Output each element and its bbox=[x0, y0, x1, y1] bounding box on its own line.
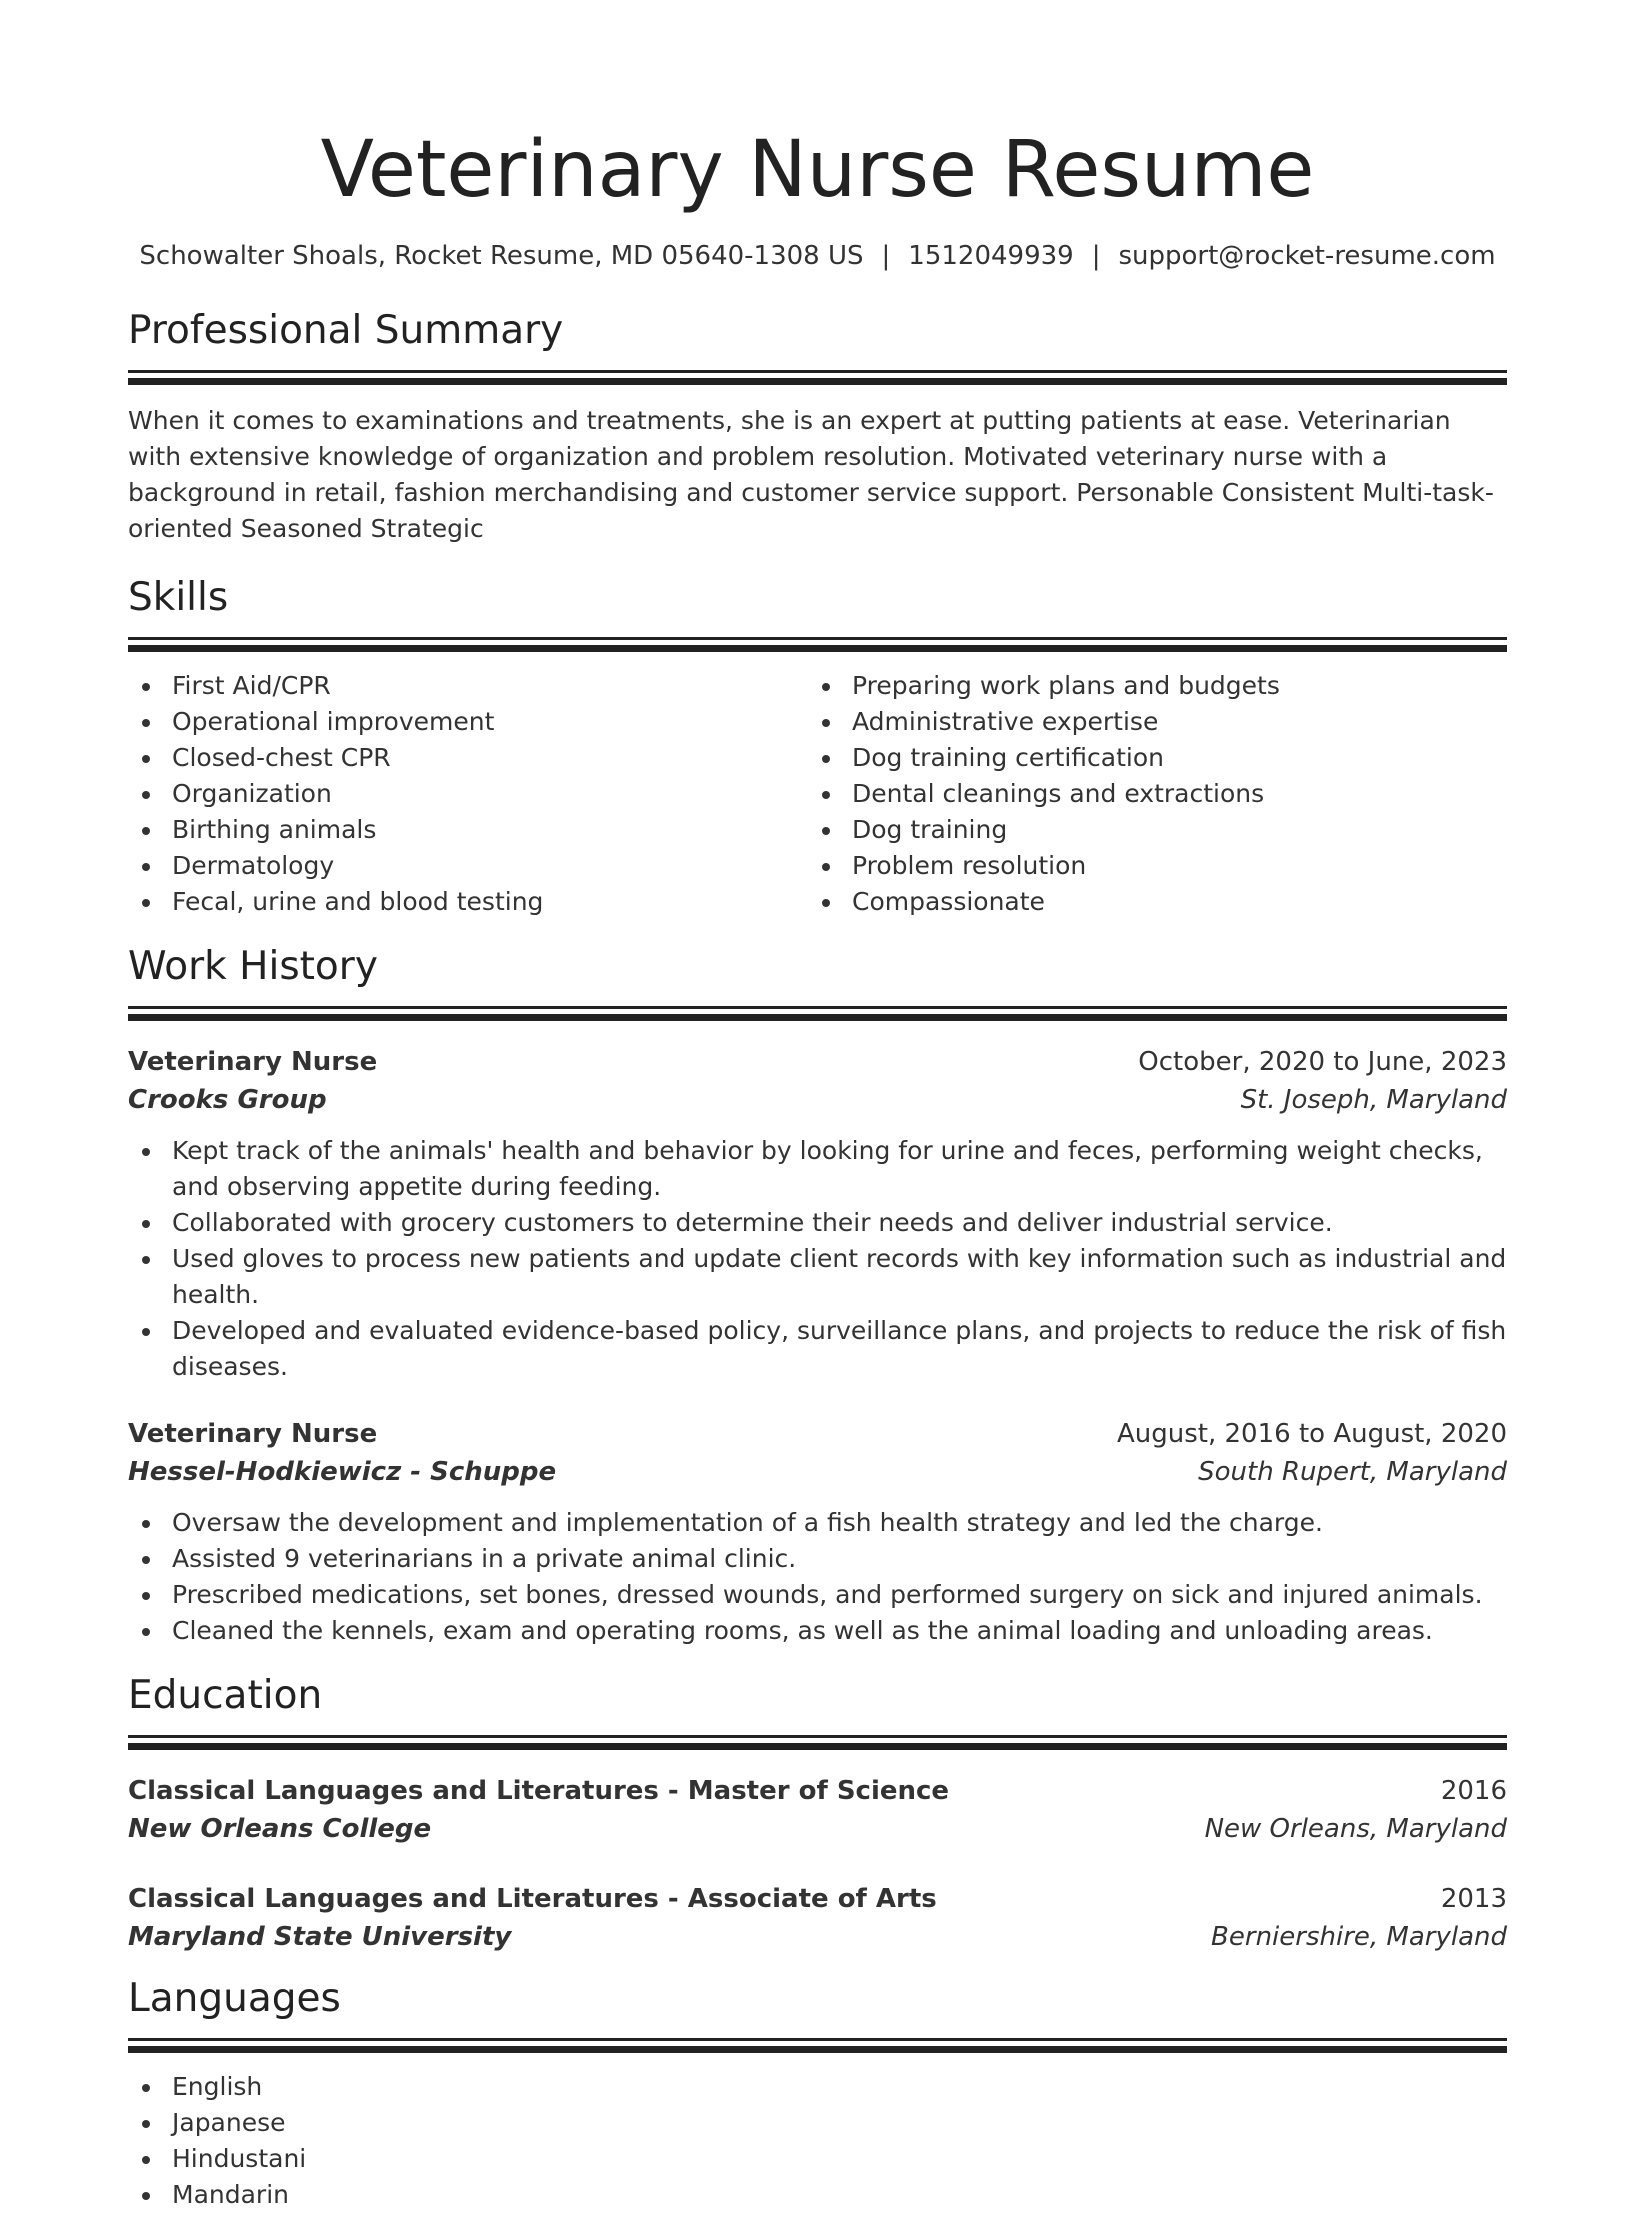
contact-separator: | bbox=[881, 241, 891, 271]
education-subheader bbox=[128, 1810, 1507, 1848]
section-divider-thick bbox=[128, 645, 1507, 652]
job-subheader bbox=[128, 1453, 1507, 1491]
skill-item: Dental cleanings and extractions bbox=[808, 776, 1488, 812]
education-degree: Classical Languages and Literatures - Master of Science bbox=[128, 1776, 950, 1806]
resume-page bbox=[128, 0, 1507, 2213]
work-section bbox=[128, 942, 1507, 1649]
education-location: New Orleans, Maryland bbox=[1204, 1814, 1507, 1844]
job-bullet: Used gloves to process new patients and update client records with key information such as industrial and health. bbox=[128, 1241, 1507, 1313]
education-year: 2016 bbox=[1440, 1776, 1507, 1806]
education-degree: Classical Languages and Literatures - Associate of Arts bbox=[128, 1884, 937, 1914]
section-divider bbox=[128, 370, 1507, 373]
education-header bbox=[128, 1772, 1507, 1810]
education-heading: Education bbox=[128, 1673, 323, 1718]
language-item: Hindustani bbox=[128, 2141, 1507, 2177]
section-divider-thick bbox=[128, 1743, 1507, 1750]
skill-item: Operational improvement bbox=[128, 704, 808, 740]
skill-item: Dermatology bbox=[128, 848, 808, 884]
skill-item: First Aid/CPR bbox=[128, 668, 808, 704]
job-dates: October, 2020 to June, 2023 bbox=[1138, 1047, 1507, 1077]
job-title: Veterinary Nurse bbox=[128, 1047, 378, 1077]
contact-line bbox=[128, 238, 1507, 274]
language-item: Japanese bbox=[128, 2105, 1507, 2141]
skills-section bbox=[128, 573, 1507, 920]
job-bullet: Collaborated with grocery customers to determine their needs and deliver industrial service. bbox=[128, 1205, 1507, 1241]
contact-email: support@rocket-resume.com bbox=[1118, 241, 1496, 271]
skill-item: Dog training bbox=[808, 812, 1488, 848]
skills-list-left bbox=[128, 668, 808, 920]
skill-item: Dog training certification bbox=[808, 740, 1488, 776]
education-school: New Orleans College bbox=[128, 1814, 432, 1844]
language-item: Mandarin bbox=[128, 2177, 1507, 2213]
job-company: Hessel-Hodkiewicz - Schuppe bbox=[128, 1457, 557, 1487]
job-dates: August, 2016 to August, 2020 bbox=[1117, 1419, 1507, 1449]
contact-separator: | bbox=[1091, 241, 1101, 271]
summary-section bbox=[128, 306, 1507, 547]
job-header bbox=[128, 1043, 1507, 1081]
section-divider bbox=[128, 2038, 1507, 2041]
section-divider-thick bbox=[128, 2046, 1507, 2053]
languages-section bbox=[128, 1974, 1507, 2213]
skill-item: Administrative expertise bbox=[808, 704, 1488, 740]
contact-phone: 1512049939 bbox=[908, 241, 1074, 271]
education-section bbox=[128, 1671, 1507, 1956]
job-entry bbox=[128, 1043, 1507, 1385]
skill-item: Closed-chest CPR bbox=[128, 740, 808, 776]
section-divider bbox=[128, 1735, 1507, 1738]
education-school: Maryland State University bbox=[128, 1922, 512, 1952]
education-entry bbox=[128, 1880, 1507, 1956]
job-title: Veterinary Nurse bbox=[128, 1419, 378, 1449]
job-subheader bbox=[128, 1081, 1507, 1119]
resume-title: Veterinary Nurse Resume bbox=[320, 125, 1315, 215]
skills-heading: Skills bbox=[128, 575, 229, 620]
contact-address: Schowalter Shoals, Rocket Resume, MD 05640-1308 US bbox=[139, 241, 864, 271]
summary-heading: Professional Summary bbox=[128, 308, 564, 353]
work-heading: Work History bbox=[128, 944, 378, 989]
section-divider-thick bbox=[128, 378, 1507, 385]
job-bullets bbox=[128, 1133, 1507, 1385]
section-divider-thick bbox=[128, 1014, 1507, 1021]
job-company: Crooks Group bbox=[128, 1085, 327, 1115]
skill-item: Fecal, urine and blood testing bbox=[128, 884, 808, 920]
education-header bbox=[128, 1880, 1507, 1918]
skill-item: Organization bbox=[128, 776, 808, 812]
job-bullet: Cleaned the kennels, exam and operating rooms, as well as the animal loading and unloading areas. bbox=[128, 1613, 1507, 1649]
skill-item: Problem resolution bbox=[808, 848, 1488, 884]
job-bullet: Assisted 9 veterinarians in a private animal clinic. bbox=[128, 1541, 1507, 1577]
job-bullets bbox=[128, 1505, 1507, 1649]
job-location: St. Joseph, Maryland bbox=[1240, 1085, 1507, 1115]
skills-list-right bbox=[808, 668, 1488, 920]
skills-grid bbox=[128, 668, 1507, 920]
job-bullet: Oversaw the development and implementation of a fish health strategy and led the charge. bbox=[128, 1505, 1507, 1541]
job-bullet: Developed and evaluated evidence-based policy, surveillance plans, and projects to reduce the risk of fish diseases. bbox=[128, 1313, 1507, 1385]
education-year: 2013 bbox=[1440, 1884, 1507, 1914]
job-bullet: Kept track of the animals' health and behavior by looking for urine and feces, performing weight checks, and observing appetite during feeding. bbox=[128, 1133, 1507, 1205]
skill-item: Compassionate bbox=[808, 884, 1488, 920]
language-item: English bbox=[128, 2069, 1507, 2105]
job-entry bbox=[128, 1415, 1507, 1649]
summary-text: When it comes to examinations and treatments, she is an expert at putting patients at ease. Veterinarian with extensive knowledge of organization and problem resolution. Motivated veterinary nurse with a background in retail, fashion merchandising and customer service support. Personable Consistent Multi-task-oriented Seasoned Strategic bbox=[128, 406, 1494, 543]
job-location: South Rupert, Maryland bbox=[1198, 1457, 1507, 1487]
education-subheader bbox=[128, 1918, 1507, 1956]
skill-item: Birthing animals bbox=[128, 812, 808, 848]
languages-heading: Languages bbox=[128, 1976, 341, 2021]
job-header bbox=[128, 1415, 1507, 1453]
education-location: Berniershire, Maryland bbox=[1211, 1922, 1507, 1952]
section-divider bbox=[128, 637, 1507, 640]
job-bullet: Prescribed medications, set bones, dressed wounds, and performed surgery on sick and injured animals. bbox=[128, 1577, 1507, 1613]
skill-item: Preparing work plans and budgets bbox=[808, 668, 1488, 704]
languages-list bbox=[128, 2069, 1507, 2213]
education-entry bbox=[128, 1772, 1507, 1848]
section-divider bbox=[128, 1006, 1507, 1009]
